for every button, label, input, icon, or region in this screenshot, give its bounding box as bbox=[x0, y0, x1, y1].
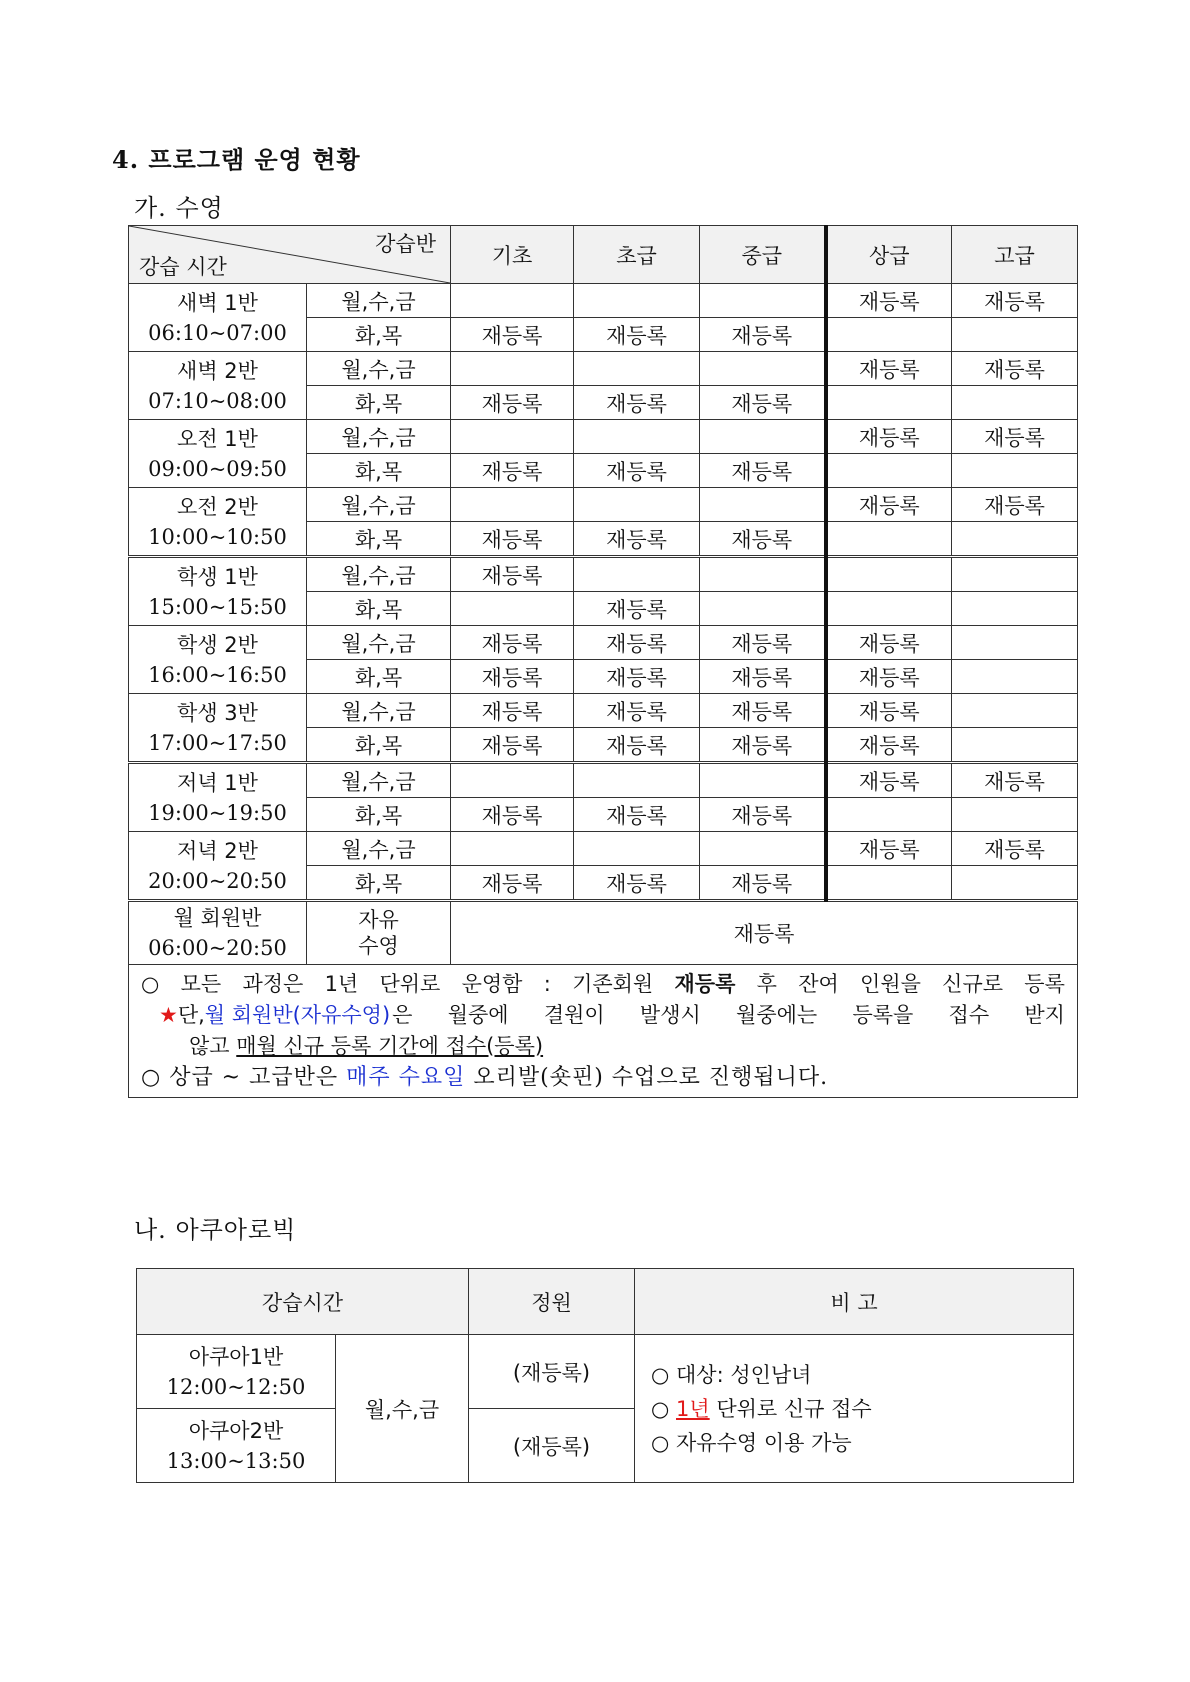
status-cell bbox=[826, 522, 952, 557]
note-word: 과정은 bbox=[242, 972, 304, 996]
status-cell bbox=[574, 832, 700, 866]
status-cell: 재등록 bbox=[574, 454, 700, 488]
days-cell: 화,목 bbox=[307, 728, 451, 763]
level-header: 기초 bbox=[451, 226, 574, 284]
status-cell bbox=[574, 557, 700, 592]
class-time: 07:10~08:00 bbox=[148, 388, 287, 413]
swim-header-row bbox=[129, 226, 1078, 284]
status-cell bbox=[952, 660, 1078, 694]
status-cell: 재등록 bbox=[574, 386, 700, 420]
class-name-cell bbox=[129, 557, 307, 626]
status-cell: 재등록 bbox=[574, 318, 700, 352]
class-name: 새벽 2반 bbox=[177, 358, 258, 383]
status-cell: 재등록 bbox=[574, 798, 700, 832]
status-cell: 재등록 bbox=[826, 832, 952, 866]
status-cell bbox=[574, 284, 700, 318]
status-cell bbox=[826, 592, 952, 626]
days-cell: 화,목 bbox=[307, 522, 451, 557]
level-header: 중급 bbox=[700, 226, 826, 284]
status-cell bbox=[826, 798, 952, 832]
days-cell: 화,목 bbox=[307, 454, 451, 488]
status-cell: 재등록 bbox=[451, 318, 574, 352]
note-word: 접수 bbox=[948, 1003, 990, 1027]
status-cell bbox=[451, 284, 574, 318]
status-cell: 재등록 bbox=[451, 728, 574, 763]
aqua-capacity: (재등록) bbox=[469, 1335, 635, 1409]
aqua-capacity: (재등록) bbox=[469, 1409, 635, 1483]
status-cell bbox=[952, 728, 1078, 763]
note-text: 않고 bbox=[189, 1034, 230, 1058]
note-word: 1년 bbox=[324, 972, 359, 996]
class-name-cell bbox=[129, 832, 307, 901]
schedule-row bbox=[129, 352, 1078, 386]
status-cell bbox=[451, 488, 574, 522]
class-time: 09:00~09:50 bbox=[148, 456, 287, 481]
level-header: 고급 bbox=[952, 226, 1078, 284]
class-time: 17:00~17:50 bbox=[148, 730, 287, 755]
status-cell bbox=[700, 763, 826, 798]
status-cell: 재등록 bbox=[574, 626, 700, 660]
class-time: 10:00~10:50 bbox=[148, 524, 287, 549]
status-cell: 재등록 bbox=[826, 284, 952, 318]
level-header: 초급 bbox=[574, 226, 700, 284]
schedule-row bbox=[129, 488, 1078, 522]
days-line: 자유 bbox=[358, 908, 399, 932]
note-word: 모든 bbox=[180, 972, 222, 996]
aqua-header-remarks: 비 고 bbox=[635, 1269, 1074, 1335]
note-word: 신규로 bbox=[942, 972, 1004, 996]
days-cell: 화,목 bbox=[307, 386, 451, 420]
aqua-header-capacity: 정원 bbox=[469, 1269, 635, 1335]
class-name-cell bbox=[129, 901, 307, 965]
days-cell: 월,수,금 bbox=[307, 284, 451, 318]
status-cell: 재등록 bbox=[700, 454, 826, 488]
monthly-status: 재등록 bbox=[451, 901, 1078, 965]
status-cell: 재등록 bbox=[700, 318, 826, 352]
status-cell: 재등록 bbox=[952, 763, 1078, 798]
status-cell bbox=[826, 454, 952, 488]
aqua-header-row bbox=[137, 1269, 1074, 1335]
status-cell: 재등록 bbox=[826, 660, 952, 694]
swim-schedule-table bbox=[128, 225, 1078, 1098]
aqua-class-time: 13:00~13:50 bbox=[166, 1448, 306, 1473]
aqua-note-highlight: 1년 bbox=[676, 1396, 710, 1421]
status-cell: 재등록 bbox=[826, 626, 952, 660]
class-name-cell bbox=[129, 352, 307, 420]
status-cell: 재등록 bbox=[952, 420, 1078, 454]
days-cell: 월,수,금 bbox=[307, 694, 451, 728]
aqua-note-text: 단위로 신규 접수 bbox=[716, 1396, 872, 1421]
aqua-note bbox=[651, 1392, 1073, 1426]
status-cell: 재등록 bbox=[451, 798, 574, 832]
schedule-row bbox=[129, 763, 1078, 798]
note-word: 월중에 bbox=[447, 1003, 509, 1027]
status-cell: 재등록 bbox=[952, 352, 1078, 386]
class-time: 16:00~16:50 bbox=[148, 662, 287, 687]
status-cell: 재등록 bbox=[700, 386, 826, 420]
class-name: 새벽 1반 bbox=[177, 290, 258, 315]
note-word: 등록을 bbox=[852, 1003, 914, 1027]
days-cell: 월,수,금 bbox=[307, 832, 451, 866]
status-cell bbox=[826, 318, 952, 352]
corner-top-label: 강습반 bbox=[375, 232, 436, 256]
notes-row bbox=[129, 965, 1078, 1098]
status-cell bbox=[451, 832, 574, 866]
class-time: 20:00~20:50 bbox=[148, 868, 287, 893]
note-line-2 bbox=[141, 1000, 1065, 1031]
days-cell: 화,목 bbox=[307, 866, 451, 901]
aqua-row bbox=[137, 1335, 1074, 1409]
note-word: 은 bbox=[392, 1003, 413, 1027]
status-cell: 재등록 bbox=[700, 626, 826, 660]
status-cell: 재등록 bbox=[451, 454, 574, 488]
class-name: 오전 2반 bbox=[177, 494, 258, 519]
status-cell: 재등록 bbox=[574, 660, 700, 694]
status-cell: 재등록 bbox=[952, 284, 1078, 318]
status-cell bbox=[826, 866, 952, 901]
corner-header bbox=[129, 226, 451, 284]
status-cell: 재등록 bbox=[574, 694, 700, 728]
class-name: 오전 1반 bbox=[177, 426, 258, 451]
status-cell: 재등록 bbox=[700, 660, 826, 694]
note-word: 결원이 bbox=[543, 1003, 605, 1027]
class-name-cell bbox=[129, 763, 307, 832]
class-name-cell bbox=[129, 284, 307, 352]
status-cell bbox=[451, 592, 574, 626]
status-cell bbox=[700, 420, 826, 454]
status-cell bbox=[700, 832, 826, 866]
aqua-note: ○ 자유수영 이용 가능 bbox=[651, 1430, 852, 1455]
status-cell: 재등록 bbox=[700, 522, 826, 557]
status-cell bbox=[700, 557, 826, 592]
status-cell bbox=[952, 592, 1078, 626]
status-cell: 재등록 bbox=[574, 522, 700, 557]
note-text-group bbox=[392, 1000, 1065, 1031]
star-icon: ★ bbox=[159, 1003, 178, 1027]
status-cell bbox=[952, 626, 1078, 660]
note-word: : bbox=[543, 972, 551, 996]
note-word: 잔여 bbox=[798, 972, 839, 996]
status-cell: 재등록 bbox=[952, 832, 1078, 866]
status-cell: 재등록 bbox=[451, 866, 574, 901]
aqua-header-time: 강습시간 bbox=[137, 1269, 469, 1335]
status-cell bbox=[574, 352, 700, 386]
days-cell: 월,수,금 bbox=[307, 488, 451, 522]
aqua-subtitle: 나. 아쿠아로빅 bbox=[134, 1216, 297, 1244]
aqua-class-name: 아쿠아2반 bbox=[188, 1418, 284, 1443]
status-cell: 재등록 bbox=[700, 694, 826, 728]
status-cell bbox=[826, 386, 952, 420]
status-cell: 재등록 bbox=[826, 763, 952, 798]
note-word: 기존회원 bbox=[572, 972, 654, 996]
class-name: 학생 2반 bbox=[177, 632, 258, 657]
status-cell: 재등록 bbox=[952, 488, 1078, 522]
status-cell: 재등록 bbox=[826, 694, 952, 728]
status-cell bbox=[826, 557, 952, 592]
note-text: ○ 상급 ~ 고급반은 bbox=[141, 1065, 339, 1090]
days-cell: 월,수,금 bbox=[307, 420, 451, 454]
schedule-row bbox=[129, 694, 1078, 728]
aqua-class-cell bbox=[137, 1335, 336, 1409]
level-header: 상급 bbox=[826, 226, 952, 284]
swim-subtitle: 가. 수영 bbox=[134, 194, 224, 222]
days-cell: 화,목 bbox=[307, 660, 451, 694]
status-cell: 재등록 bbox=[826, 352, 952, 386]
status-cell bbox=[574, 420, 700, 454]
status-cell bbox=[700, 488, 826, 522]
aqua-note-bullet: ○ bbox=[651, 1396, 670, 1421]
note-word: 운영함 bbox=[461, 972, 523, 996]
status-cell: 재등록 bbox=[574, 866, 700, 901]
status-cell bbox=[952, 318, 1078, 352]
status-cell bbox=[451, 420, 574, 454]
days-line: 수영 bbox=[358, 934, 399, 958]
status-cell: 재등록 bbox=[574, 592, 700, 626]
status-cell: 재등록 bbox=[700, 798, 826, 832]
aqua-notes bbox=[635, 1335, 1074, 1483]
status-cell: 재등록 bbox=[451, 557, 574, 592]
class-name-cell bbox=[129, 694, 307, 763]
section-title: 4. 프로그램 운영 현황 bbox=[112, 145, 361, 174]
note-highlight: 월 회원반(자유수영) bbox=[204, 1003, 391, 1027]
status-cell: 재등록 bbox=[574, 728, 700, 763]
days-cell: 월,수,금 bbox=[307, 352, 451, 386]
note-word: 발생시 bbox=[639, 1003, 701, 1027]
note-underline: 매월 신규 등록 기간에 접수(등록) bbox=[236, 1034, 544, 1058]
note-line-1 bbox=[141, 969, 1065, 1000]
days-cell: 화,목 bbox=[307, 592, 451, 626]
status-cell bbox=[952, 386, 1078, 420]
status-cell: 재등록 bbox=[451, 660, 574, 694]
status-cell: 재등록 bbox=[826, 420, 952, 454]
note-line-3 bbox=[141, 1031, 1065, 1062]
note-word: 월중에는 bbox=[736, 1003, 818, 1027]
schedule-row bbox=[129, 420, 1078, 454]
status-cell: 재등록 bbox=[700, 866, 826, 901]
swim-notes bbox=[129, 965, 1078, 1098]
status-cell: 재등록 bbox=[451, 694, 574, 728]
note-word: 받지 bbox=[1024, 1003, 1065, 1027]
monthly-row bbox=[129, 901, 1078, 965]
note-word: 재등록 bbox=[674, 972, 736, 996]
note-word: 후 bbox=[756, 972, 777, 996]
status-cell: 재등록 bbox=[826, 488, 952, 522]
note-line-4 bbox=[141, 1062, 1065, 1093]
schedule-row bbox=[129, 832, 1078, 866]
status-cell bbox=[952, 522, 1078, 557]
status-cell: 재등록 bbox=[700, 728, 826, 763]
note-word: 인원을 bbox=[860, 972, 921, 996]
class-name: 저녁 2반 bbox=[177, 838, 258, 863]
class-name-cell bbox=[129, 626, 307, 694]
class-name-cell bbox=[129, 420, 307, 488]
note-text: 오리발(숏핀) 수업으로 진행됩니다. bbox=[473, 1065, 829, 1090]
class-name: 학생 3반 bbox=[177, 700, 258, 725]
aqua-class-time: 12:00~12:50 bbox=[166, 1374, 306, 1399]
status-cell bbox=[952, 866, 1078, 901]
days-cell: 화,목 bbox=[307, 798, 451, 832]
schedule-row bbox=[129, 557, 1078, 592]
class-name: 학생 1반 bbox=[177, 564, 258, 589]
status-cell: 재등록 bbox=[451, 626, 574, 660]
status-cell bbox=[700, 352, 826, 386]
class-time: 19:00~19:50 bbox=[148, 800, 287, 825]
class-time: 15:00~15:50 bbox=[148, 594, 287, 619]
days-cell: 월,수,금 bbox=[307, 626, 451, 660]
days-cell: 월,수,금 bbox=[307, 557, 451, 592]
aqua-days: 월,수,금 bbox=[336, 1335, 469, 1483]
note-text: 단, bbox=[177, 1003, 205, 1027]
status-cell bbox=[451, 352, 574, 386]
class-time: 06:10~07:00 bbox=[148, 320, 287, 345]
aqua-note: ○ 대상: 성인남녀 bbox=[651, 1362, 812, 1387]
status-cell bbox=[451, 763, 574, 798]
aqua-class-cell bbox=[137, 1409, 336, 1483]
status-cell: 재등록 bbox=[451, 386, 574, 420]
schedule-row bbox=[129, 626, 1078, 660]
days-cell: 월,수,금 bbox=[307, 763, 451, 798]
class-name-cell bbox=[129, 488, 307, 557]
class-name: 저녁 1반 bbox=[177, 770, 258, 795]
status-cell: 재등록 bbox=[451, 522, 574, 557]
status-cell bbox=[952, 798, 1078, 832]
schedule-row bbox=[129, 284, 1078, 318]
status-cell bbox=[952, 557, 1078, 592]
class-name: 월 회원반 bbox=[173, 906, 262, 930]
aqua-class-name: 아쿠아1반 bbox=[188, 1344, 284, 1369]
days-cell bbox=[307, 901, 451, 965]
note-highlight: 매주 수요일 bbox=[346, 1065, 466, 1090]
status-cell: 재등록 bbox=[826, 728, 952, 763]
days-cell: 화,목 bbox=[307, 318, 451, 352]
status-cell bbox=[952, 694, 1078, 728]
class-time: 06:00~20:50 bbox=[148, 936, 287, 960]
note-word: 등록 bbox=[1024, 972, 1065, 996]
status-cell bbox=[700, 284, 826, 318]
status-cell bbox=[574, 488, 700, 522]
status-cell bbox=[700, 592, 826, 626]
note-word: 단위로 bbox=[379, 972, 441, 996]
status-cell bbox=[952, 454, 1078, 488]
aqua-schedule-table bbox=[136, 1268, 1074, 1483]
status-cell bbox=[574, 763, 700, 798]
note-word: ○ bbox=[141, 972, 160, 996]
corner-bottom-label: 강습 시간 bbox=[139, 255, 227, 279]
